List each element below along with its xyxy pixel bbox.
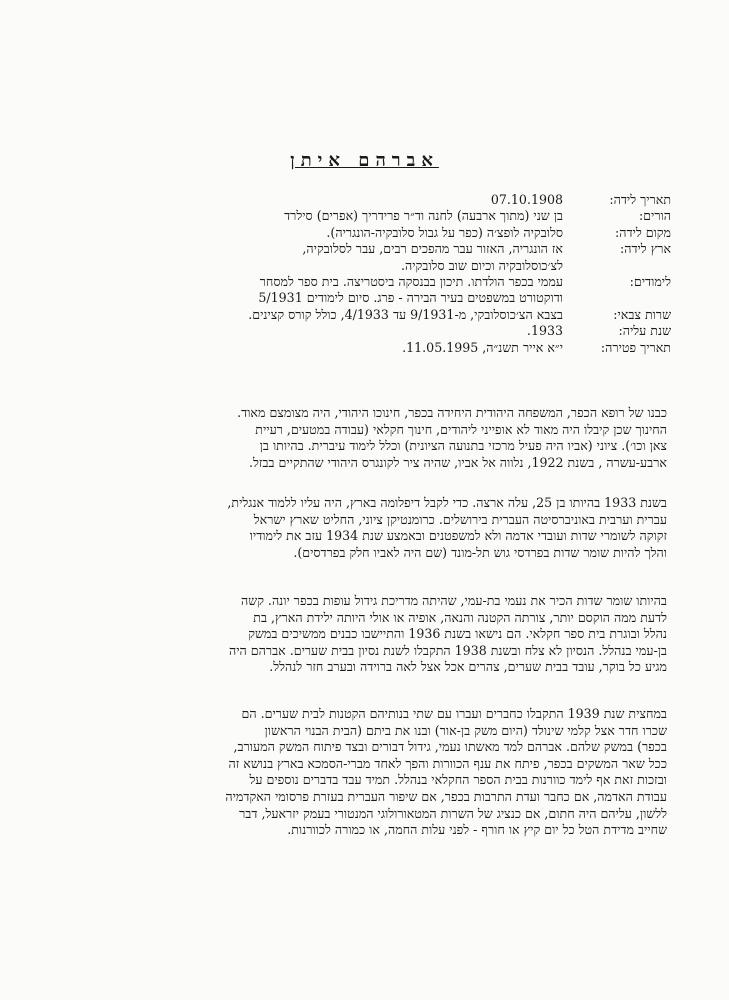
fact-value-line: בן שני (מתוך ארבעה) לחנה וד״ר פרידריך (אפרים) סילרד <box>284 208 563 224</box>
paragraph-line: החינוך שכן קיבלו היה מאוד לא אופייני ליהודים, חינוך חקלאי (עבודה במטעים, רעיית <box>255 421 667 437</box>
fact-value <box>51 192 563 208</box>
paragraph-line: צאן וכו׳). ציוני (אביו היה פעיל מרכזי בתנועה הציונית) וכלל לימוד עיברית. בהיותו בן <box>259 438 667 454</box>
fact-row-birth-country <box>51 241 671 274</box>
paragraph-line: בהיותו שומר שדות הכיר את נעמי בת-עמי, שהיתה מדריכת גידול עופות בכפר יונה. קשה <box>241 593 667 608</box>
paragraph-beit-shearim <box>57 706 667 839</box>
fact-label: מקום לידה: <box>614 224 671 240</box>
paragraph-line: בשנת 1933 בהיותו בן 25, עלה ארצה. כדי לקבל דיפלומה בארץ, היה עליו ללמוד אנגלית, <box>227 495 667 510</box>
paragraph-line: כבנו של רופא הכפר, המשפחה היהודית היחידה בכפר, חינוכו היהודי, היה מצומצם מאוד. <box>237 405 667 420</box>
paragraph-line: ככל שאר המשקים בכפר, פיתח את ענף הכוורות והפך לאחד מברי-הסמכא בארץ בנושא זה <box>228 755 667 771</box>
fact-label: תאריך פטירה: <box>600 339 671 355</box>
fact-row-military-service <box>51 307 671 323</box>
paragraph-line: ללשון, עליהם היה חתום, אם כנציג של השרות המטאורולוגי המנטורי בעמק יזראעל, דבר <box>239 805 667 821</box>
fact-value-line: בצבא הצ׳כוסלובקי, מ-9/1931 עד 4/1933, כולל קורס קצינים. <box>248 306 563 322</box>
fact-label: שנת עליה: <box>618 323 671 339</box>
fact-label: הורים: <box>638 208 671 224</box>
fact-value-line: לצ׳כוסלובקיה וכיום שוב סלובקיה. <box>400 257 563 273</box>
paragraph-line: שחייב מדידת הטל כל יום קיץ או חורף - לפני עלות החמה, או כמורה לכוורנות. <box>287 822 667 838</box>
fact-row-birth-date <box>51 192 671 208</box>
paragraph-line: בן-עמי בנהלל. הנסיון לא צלח ובשנת 1938 התקבלו לשנת נסיון בבית שערים. אברהם היה <box>229 642 667 658</box>
paragraph-line: במחצית שנת 1939 התקבלו כחברים ועברו עם שתי בנותיהם הקטנות לבית שערים. הם <box>241 706 667 721</box>
paragraph-line: נהלל ובוגרת בית ספר חקלאי. הם נישאו בשנת 1936 והתיישבו כבנים ממשיכים במשק <box>248 626 667 642</box>
paragraph-line: עבודת האדמה, אם כחבר ועדת התרבות בכפר, אם שיפור העברית בעזרת פרסומי האקדמיה <box>225 788 667 804</box>
paragraph-line: לדעת ממה הוקסם יותר, צורתה הקטנה והנאה, אופיה או אולי היותה ילידת הארץ, בת <box>253 609 667 625</box>
fact-row-death-date <box>51 340 671 356</box>
fact-value <box>51 274 563 307</box>
fact-value <box>51 241 563 274</box>
paragraph-line: זקוקה לשומרי שדות ועובדי אדמה ולא למשפטנים ובאמצע שנת 1934 עזב את לימודיו <box>249 528 667 544</box>
fact-value-line: עממי בכפר הולדתו. תיכון בבנסקה ביסטריצה. בית ספר למסחר <box>259 274 563 290</box>
paragraph-childhood <box>57 405 667 471</box>
paragraph-line: בכפר) במשק שלהם. אברהם למד מאשתו נעמי, גידול דבורים ובצד פיתוח המשק המעורב, <box>233 739 667 755</box>
fact-row-education <box>51 274 671 307</box>
fact-value-line: אז הונגריה, האזור עבר מהפכים רבים, עבר לסלובקיה, <box>302 241 563 257</box>
fact-value <box>51 225 563 241</box>
fact-row-parents <box>51 208 671 224</box>
document-title: אברהם איתן <box>290 150 439 171</box>
fact-label: שרות צבאי: <box>613 306 671 322</box>
fact-value <box>51 307 563 323</box>
paragraph-marriage <box>57 593 667 676</box>
paragraph-line: ארבע-עשרה , בשנת 1922, נלווה אל אביו, שהיה ציר לקונגרס היהודי שהתקיים בבזל. <box>248 454 667 470</box>
fact-value <box>51 323 563 339</box>
fact-value <box>51 208 563 224</box>
fact-value <box>51 340 563 356</box>
paragraph-line: עברית וערבית באוניברסיטה העברית בירושלים. כרומנטיקן ציוני, החליט שארץ ישראל <box>253 511 667 527</box>
fact-value-line: 1933. <box>526 323 563 339</box>
fact-value-line: ודוקטורט במשפטים בעיר הבירה - פרג. סיום לימודים 5/1931 <box>258 290 563 306</box>
paragraph-immigration <box>57 495 667 561</box>
fact-label: תאריך לידה: <box>609 192 671 207</box>
paragraph-line: ובזכות זאת אף לימד כוורנות בבית הספר החקלאי בנהלל. תמיד עבד בדברים נוספים על <box>249 772 667 788</box>
fact-label: לימודים: <box>629 274 671 290</box>
paragraph-line: שכרו חדר אצל קלמי שינולד (היום משק בן-אור) ובנו את ביתם (הבית הבנוי הראשון <box>264 722 667 738</box>
fact-value-line: סלובקיה לופצ׳ה (כפר על גבול סלובקיה-הונגריה). <box>326 224 563 240</box>
fact-row-birth-place <box>51 225 671 241</box>
fact-value-line: י״א אייר תשנ״ה, 11.05.1995. <box>402 339 563 355</box>
paragraph-line: מגיע כל בוקר, עובד בבית שערים, צהרים אכל אצל לאה ברוידה ובערב חזר לנהלל. <box>269 659 667 675</box>
fact-label: ארץ לידה: <box>619 241 671 257</box>
biographical-facts <box>51 192 671 356</box>
fact-row-immigration-year <box>51 323 671 339</box>
fact-value-line: 07.10.1908 <box>490 192 563 207</box>
paragraph-line: והלך להיות שומר שדות בפרדסי גוש תל-מונד (שם היה לאביו חלק בפרדסים). <box>293 544 667 560</box>
